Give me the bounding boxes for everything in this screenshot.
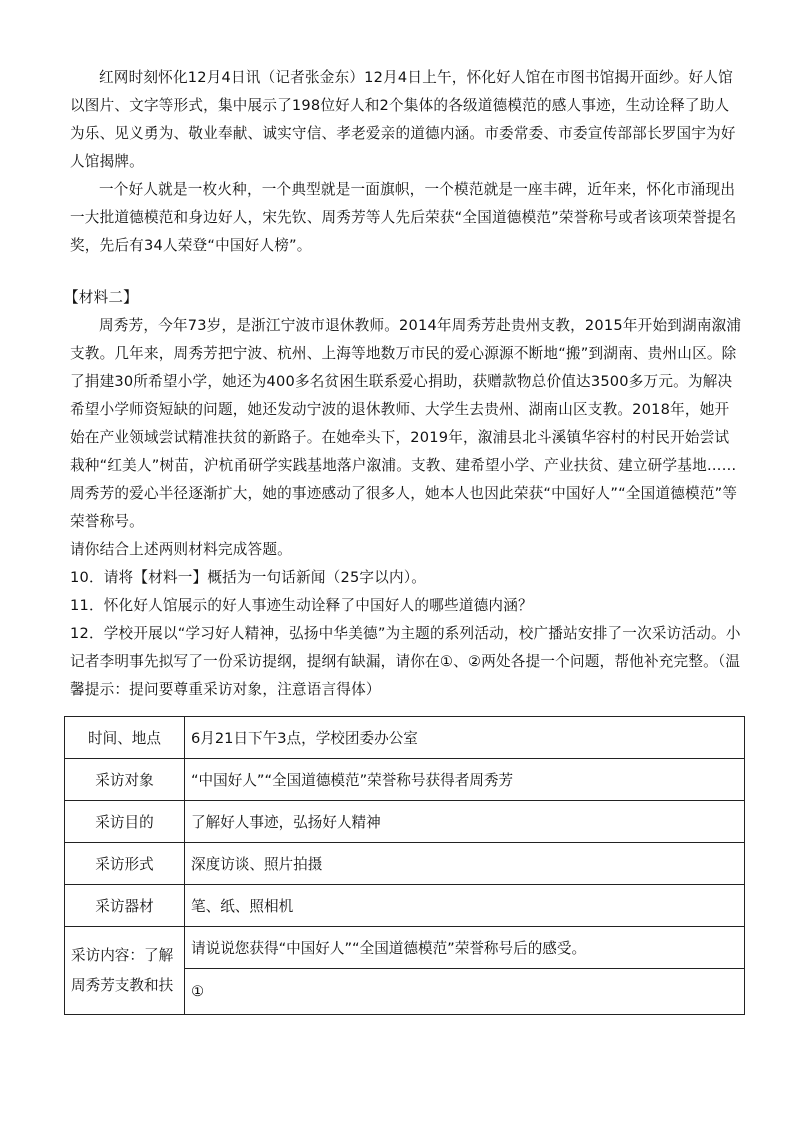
question-12: 12．学校开展以“学习好人精神，弘扬中华美德”为主题的系列活动，校广播站安排了一次采访活动。小记者李明事先拟写了一份采访提纲，提纲有缺漏，请你在①、②两处各提一个问题，帮他补充完整。（温馨提示：提问要尊重采访对象，注意语言得体） <box>70 625 741 698</box>
question-11: 11．怀化好人馆展示的好人事迹生动诠释了中国好人的哪些道德内涵？ <box>70 597 533 614</box>
material-two-paragraph: 周秀芳，今年73岁，是浙江宁波市退休教师。2014年周秀芳赴贵州支教，2015年开始到湖南溆浦支教。几年来，周秀芳把宁波、杭州、上海等地数万市民的爱心源源不断地“搬”到湖南、贵州山区。除了捐建30所希望小学，她还为400多名贫困生联系爱心捐助，获赠款物总价值达3500多万元。为解决希望小学师资短缺的问题，她还发动宁波的退休教师、大学生去贵州、湖南山区支教。2018年，她开始在产业领域尝试精准扶贫的新路子。在她牵头下，2019年，溆浦县北斗溪镇华容村的村民开始尝试栽种“红美人”树苗，沪杭甬研学实践基地落户溆浦。支教、建希望小学、产业扶贫、建立研学基地……周秀芳的爱心半径逐渐扩大，她的事迹感动了很多人，她本人也因此荣获“中国好人”“全国道德模范”等荣誉称号。 <box>70 317 742 530</box>
instruction-text: 请你结合上述两则材料完成答题。 <box>70 541 292 558</box>
table-row <box>65 885 745 927</box>
row-value-equipment: 笔、纸、照相机 <box>185 885 745 927</box>
row-label-purpose: 采访目的 <box>65 801 185 843</box>
row-label-content: 采访内容：了解周秀芳支教和扶 <box>65 927 185 1015</box>
table-row <box>65 759 745 801</box>
row-value-interviewee: “中国好人”“全国道德模范”荣誉称号获得者周秀芳 <box>185 759 745 801</box>
row-label-format: 采访形式 <box>65 843 185 885</box>
content-answer-blank-1[interactable]: ① <box>185 969 745 1015</box>
row-label-time-place: 时间、地点 <box>65 717 185 759</box>
table-row <box>65 801 745 843</box>
material-one <box>70 64 742 260</box>
row-value-purpose: 了解好人事迹，弘扬好人精神 <box>185 801 745 843</box>
table-row <box>65 843 745 885</box>
row-value-format: 深度访谈、照片拍摄 <box>185 843 745 885</box>
content-question-1: 请说说您获得“中国好人”“全国道德模范”荣誉称号后的感受。 <box>185 927 745 969</box>
row-label-equipment: 采访器材 <box>65 885 185 927</box>
table-row <box>65 927 745 969</box>
material-one-paragraph-1: 红网时刻怀化12月4日讯（记者张金东）12月4日上午，怀化好人馆在市图书馆揭开面纱。好人馆以图片、文字等形式，集中展示了198位好人和2个集体的各级道德模范的感人事迹，生动诠释了助人为乐、见义勇为、敬业奉献、诚实守信、孝老爱亲的道德内涵。市委常委、市委宣传部部长罗国宇为好人馆揭牌。 <box>70 69 736 170</box>
row-value-time-place: 6月21日下午3点，学校团委办公室 <box>185 717 745 759</box>
material-one-paragraph-2: 一个好人就是一枚火种，一个典型就是一面旗帜，一个模范就是一座丰碑，近年来，怀化市涌现出一大批道德模范和身边好人，宋先钦、周秀芳等人先后荣获“全国道德模范”荣誉称号或者该项荣誉提名奖，先后有34人荣登“中国好人榜”。 <box>70 181 737 254</box>
question-10: 10．请将【材料一】概括为一句话新闻（25字以内）。 <box>70 569 427 586</box>
row-label-interviewee: 采访对象 <box>65 759 185 801</box>
material-two-heading: 【材料二】 <box>64 289 138 306</box>
table-row <box>65 717 745 759</box>
material-two <box>64 284 742 704</box>
interview-outline-table <box>64 716 745 1015</box>
